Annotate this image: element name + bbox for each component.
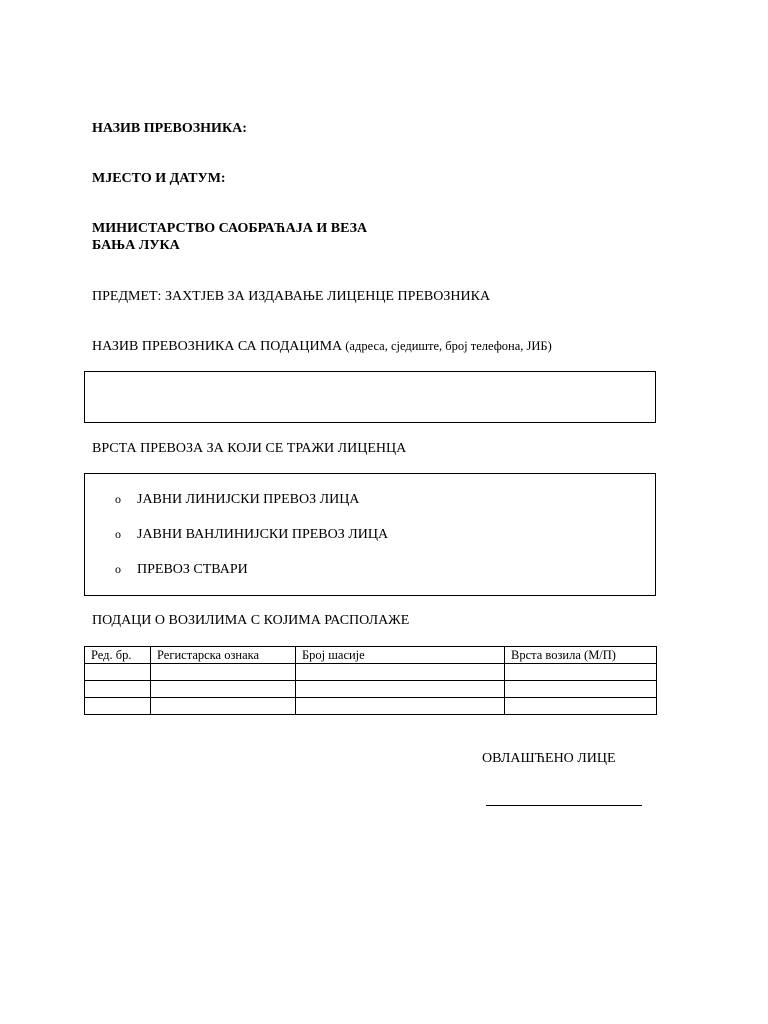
signature-line[interactable] bbox=[486, 805, 642, 806]
vehicles-table bbox=[84, 646, 657, 715]
transport-option[interactable] bbox=[115, 526, 388, 543]
vehicles-label: ПОДАЦИ О ВОЗИЛИМА С КОЈИМА РАСПОЛАЖЕ bbox=[92, 613, 410, 628]
transport-options-box bbox=[84, 473, 656, 596]
table-cell[interactable] bbox=[296, 664, 505, 681]
table-header-row bbox=[85, 647, 657, 664]
carrier-data-label-detail: (адреса, сједиште, број телефона, ЈИБ) bbox=[342, 339, 552, 353]
option-bullet-icon[interactable]: o bbox=[115, 562, 121, 576]
table-cell[interactable] bbox=[151, 681, 296, 698]
transport-option-label: ЈАВНИ ВАНЛИНИЈСКИ ПРЕВОЗ ЛИЦА bbox=[137, 527, 389, 542]
table-cell[interactable] bbox=[85, 681, 151, 698]
carrier-data-label bbox=[92, 338, 552, 355]
table-cell[interactable] bbox=[151, 698, 296, 715]
table-cell[interactable] bbox=[505, 664, 657, 681]
column-header-vehicle-type: Врста возила (М/П) bbox=[505, 647, 657, 664]
transport-option[interactable] bbox=[115, 491, 359, 508]
option-bullet-icon[interactable]: o bbox=[115, 527, 121, 541]
column-header-chassis: Број шасије bbox=[296, 647, 505, 664]
transport-option-label: ЈАВНИ ЛИНИЈСКИ ПРЕВОЗ ЛИЦА bbox=[137, 492, 360, 507]
table-cell[interactable] bbox=[85, 698, 151, 715]
table-cell[interactable] bbox=[85, 664, 151, 681]
place-date-label: МЈЕСТО И ДАТУМ: bbox=[92, 171, 226, 186]
subject-line: ПРЕДМЕТ: ЗАХТЈЕВ ЗА ИЗДАВАЊЕ ЛИЦЕНЦЕ ПРЕВОЗНИКА bbox=[92, 289, 491, 304]
transport-option[interactable] bbox=[115, 561, 248, 578]
table-row bbox=[85, 698, 657, 715]
carrier-data-field[interactable] bbox=[84, 371, 656, 423]
table-row bbox=[85, 681, 657, 698]
table-cell[interactable] bbox=[505, 681, 657, 698]
table-cell[interactable] bbox=[296, 698, 505, 715]
authorized-person-label: ОВЛАШЋЕНО ЛИЦЕ bbox=[482, 751, 616, 766]
ministry-name: МИНИСТАРСТВО САОБРАЋАЈА И ВЕЗА bbox=[92, 221, 368, 236]
table-cell[interactable] bbox=[505, 698, 657, 715]
carrier-data-label-main: НАЗИВ ПРЕВОЗНИКА СА ПОДАЦИМА bbox=[92, 339, 343, 354]
transport-option-label: ПРЕВОЗ СТВАРИ bbox=[137, 562, 248, 577]
ministry-city: БАЊА ЛУКА bbox=[92, 238, 180, 253]
transport-type-label: ВРСТА ПРЕВОЗА ЗА КОЈИ СЕ ТРАЖИ ЛИЦЕНЦА bbox=[92, 441, 407, 456]
carrier-name-label: НАЗИВ ПРЕВОЗНИКА: bbox=[92, 121, 247, 136]
table-cell[interactable] bbox=[151, 664, 296, 681]
option-bullet-icon[interactable]: o bbox=[115, 492, 121, 506]
column-header-registration: Регистарска ознака bbox=[151, 647, 296, 664]
table-cell[interactable] bbox=[296, 681, 505, 698]
table-row bbox=[85, 664, 657, 681]
column-header-number: Ред. бр. bbox=[85, 647, 151, 664]
